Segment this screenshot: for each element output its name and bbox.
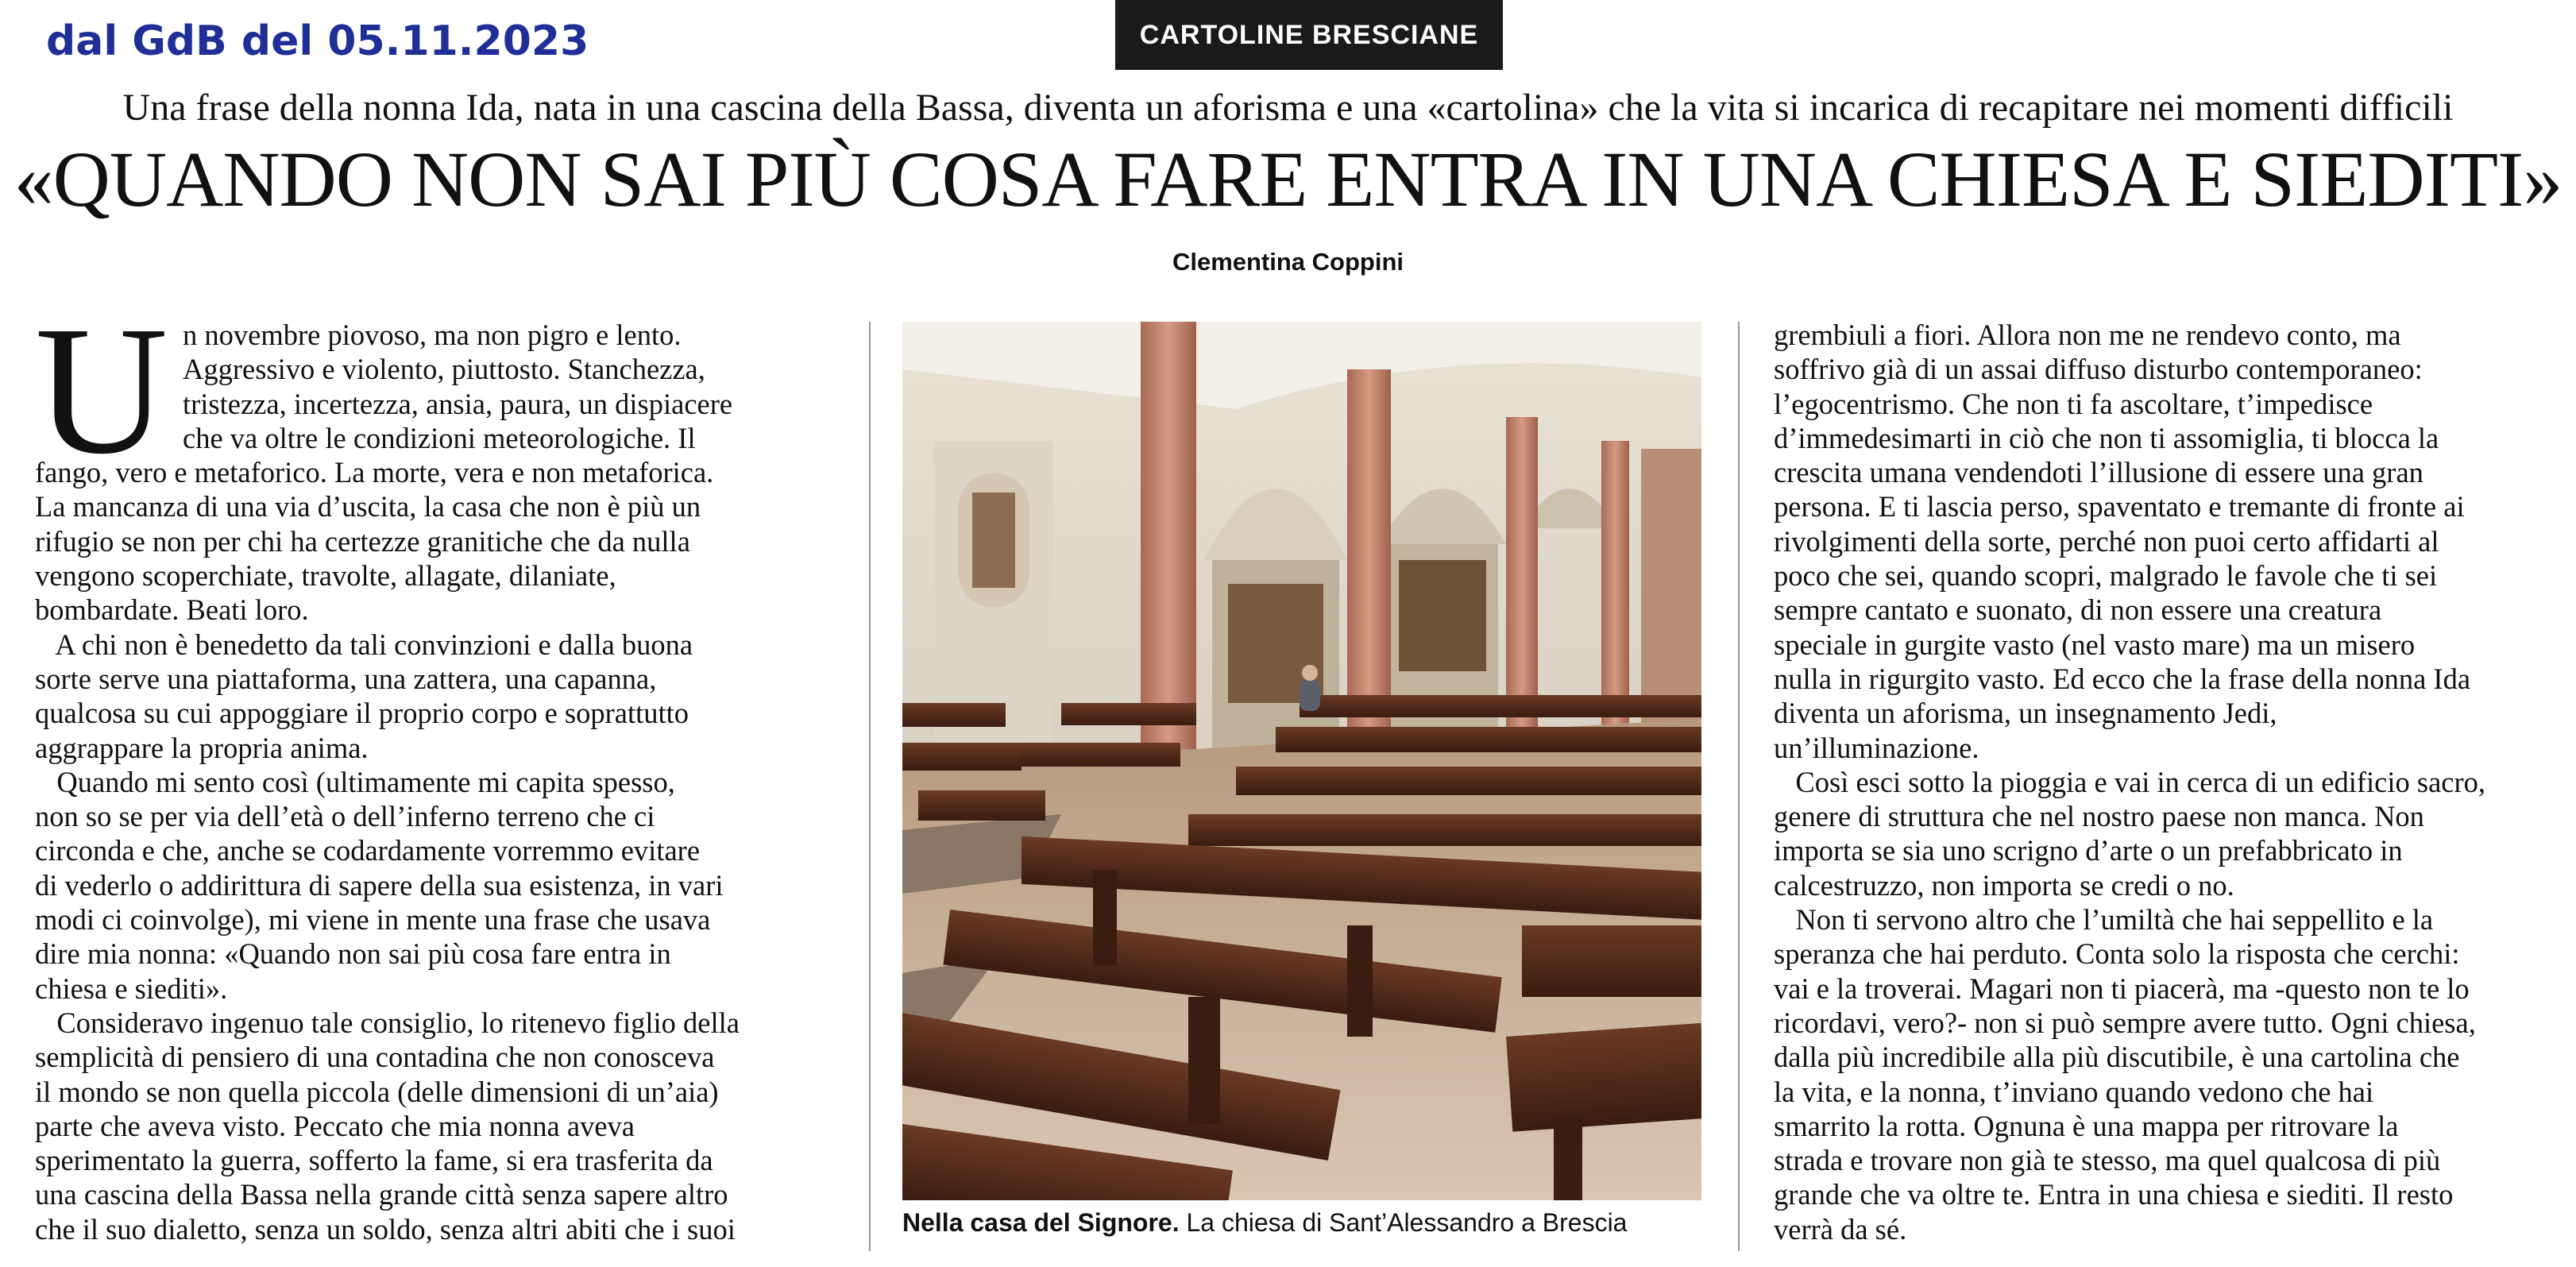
text-line: rivolgimenti della sorte, perché non puoi certo affidarti al <box>1774 524 2439 558</box>
photo-caption <box>902 1208 1705 1238</box>
text-line: aggrappare la propria anima. <box>35 731 369 764</box>
caption-lead: Nella casa del Signore. <box>902 1208 1180 1237</box>
text-line: ricordavi, vero?- non si può sempre avere tutto. Ogni chiesa, <box>1774 1006 2476 1039</box>
church-photo <box>902 322 1701 1200</box>
text-line: circonda e che, anche se codardamente vorremmo evitare <box>35 834 701 867</box>
text-line: grembiuli a fiori. Allora non me ne rendevo conto, ma <box>1774 319 2401 351</box>
text-line: l’egocentrismo. Che non ti fa ascoltare, t’impedisce <box>1774 387 2373 420</box>
text-line: strada e trovare non già te stesso, ma quel qualcosa di più <box>1774 1144 2441 1177</box>
text-line: tristezza, incertezza, ansia, paura, un dispiacere <box>183 387 733 420</box>
text-line: rifugio se non per chi ha certezze granitiche che da nulla <box>35 524 690 558</box>
text-line: che il suo dialetto, senza un soldo, senza altri abiti che i suoi <box>35 1212 736 1246</box>
text-line: diventa un aforisma, un insegnamento Jedi, <box>1774 697 2277 730</box>
text-line: genere di struttura che nel nostro paese non manca. Non <box>1774 800 2424 833</box>
text-line: vai e la troverai. Magari non ti piacerà, ma -questo non te lo <box>1774 971 2470 1005</box>
article-headline: «QUANDO NON SAI PIÙ COSA FARE ENTRA IN UNA CHIESA E SIEDITI» <box>14 135 2562 223</box>
text-line: semplicità di pensiero di una contadina che non conosceva <box>35 1041 715 1074</box>
text-line: A chi non è benedetto da tali convinzioni e dalla buona <box>35 628 693 661</box>
text-line: parte che aveva visto. Peccato che mia nonna aveva <box>35 1109 635 1142</box>
column-rule-left <box>869 322 871 1251</box>
text-line: Quando mi sento così (ultimamente mi capita spesso, <box>35 765 675 798</box>
drop-cap: U <box>35 288 168 493</box>
text-line: che va oltre le condizioni meteorologiche. Il <box>183 421 696 454</box>
text-line: modi ci coinvolge), mi viene in mente una frase che usava <box>35 903 711 937</box>
column-right <box>1774 318 2568 1246</box>
text-line: una cascina della Bassa nella grande città senza sapere altro <box>35 1178 728 1211</box>
text-line: d’immedesimarti in ciò che non ti assomiglia, ti blocca la <box>1774 421 2439 454</box>
text-line: speranza che hai perduto. Conta solo la risposta che cerchi: <box>1774 937 2460 971</box>
text-line: qualcosa su cui appoggiare il proprio corpo e soprattutto <box>35 697 689 730</box>
byline: Clementina Coppini <box>1172 248 1404 276</box>
source-tag: dal GdB del 05.11.2023 <box>46 17 589 65</box>
text-line: persona. E ti lascia perso, spaventato e tremante di fronte ai <box>1774 490 2465 523</box>
text-line: sorte serve una piattaforma, una zattera, una capanna, <box>35 662 657 695</box>
rubric-banner: CARTOLINE BRESCIANE <box>1115 0 1503 70</box>
text-line: Non ti servono altro che l’umiltà che hai seppellito e la <box>1774 903 2434 937</box>
text-line: bombardate. Beati loro. <box>35 593 309 627</box>
text-line: calcestruzzo, non importa se credi o no. <box>1774 868 2234 902</box>
column-left <box>35 318 861 1246</box>
text-line: chiesa e siediti». <box>35 971 228 1005</box>
text-line: vengono scoperchiate, travolte, allagate, dilaniate, <box>35 559 616 593</box>
text-line: smarrito la rotta. Ognuna è una mappa per ritrovare la <box>1774 1109 2399 1142</box>
text-line: dire mia nonna: «Quando non sai più cosa fare entra in <box>35 937 671 971</box>
text-line: grande che va oltre te. Entra in una chiesa e siediti. Il resto <box>1774 1178 2454 1211</box>
text-line: sempre cantato e suonato, di non essere una creatura <box>1774 593 2382 627</box>
text-line: fango, vero e metaforico. La morte, vera e non metaforica. <box>35 456 714 489</box>
text-line: verrà da sé. <box>1774 1212 1907 1246</box>
text-line: Aggressivo e violento, piuttosto. Stanchezza, <box>183 353 705 386</box>
text-line: Consideravo ingenuo tale consiglio, lo ritenevo figlio della <box>35 1006 740 1039</box>
column-rule-right <box>1738 322 1740 1251</box>
caption-text: La chiesa di Sant’Alessandro a Brescia <box>1179 1208 1628 1237</box>
text-line: n novembre piovoso, ma non pigro e lento. <box>183 319 682 351</box>
text-line: sperimentato la guerra, sofferto la fame, si era trasferita da <box>35 1144 713 1177</box>
text-line: la vita, e la nonna, t’inviano quando vedono che hai <box>1774 1075 2374 1108</box>
text-line: di vederlo o addirittura di sapere della sua esistenza, in vari <box>35 868 724 902</box>
text-line: La mancanza di una via d’uscita, la casa che non è più un <box>35 490 701 523</box>
text-line: Così esci sotto la pioggia e vai in cerca di un edificio sacro, <box>1774 765 2486 798</box>
text-line: il mondo se non quella piccola (delle dimensioni di un’aia) <box>35 1075 719 1108</box>
text-line: importa se sia uno scrigno d’arte o un prefabbricato in <box>1774 834 2403 867</box>
text-line: poco che sei, quando scopri, malgrado le favole che ti sei <box>1774 559 2438 593</box>
text-line: crescita umana vendendoti l’illusione di essere una gran <box>1774 456 2423 489</box>
text-line: speciale in gurgite vasto (nel vasto mare) ma un misero <box>1774 628 2416 661</box>
text-line: un’illuminazione. <box>1774 731 1979 764</box>
text-line: dalla più incredibile alla più discutibile, è una cartolina che <box>1774 1041 2460 1074</box>
text-line: nulla in rigurgito vasto. Ed ecco che la frase della nonna Ida <box>1774 662 2471 695</box>
text-line: non so se per via dell’età o dell’inferno terreno che ci <box>35 800 655 833</box>
text-line: soffrivo già di un assai diffuso disturbo contemporaneo: <box>1774 353 2423 386</box>
article-subtitle: Una frase della nonna Ida, nata in una cascina della Bassa, diventa un aforisma e una «cartolina» che la vita si incarica di recapitare nei momenti difficili <box>122 87 2454 129</box>
